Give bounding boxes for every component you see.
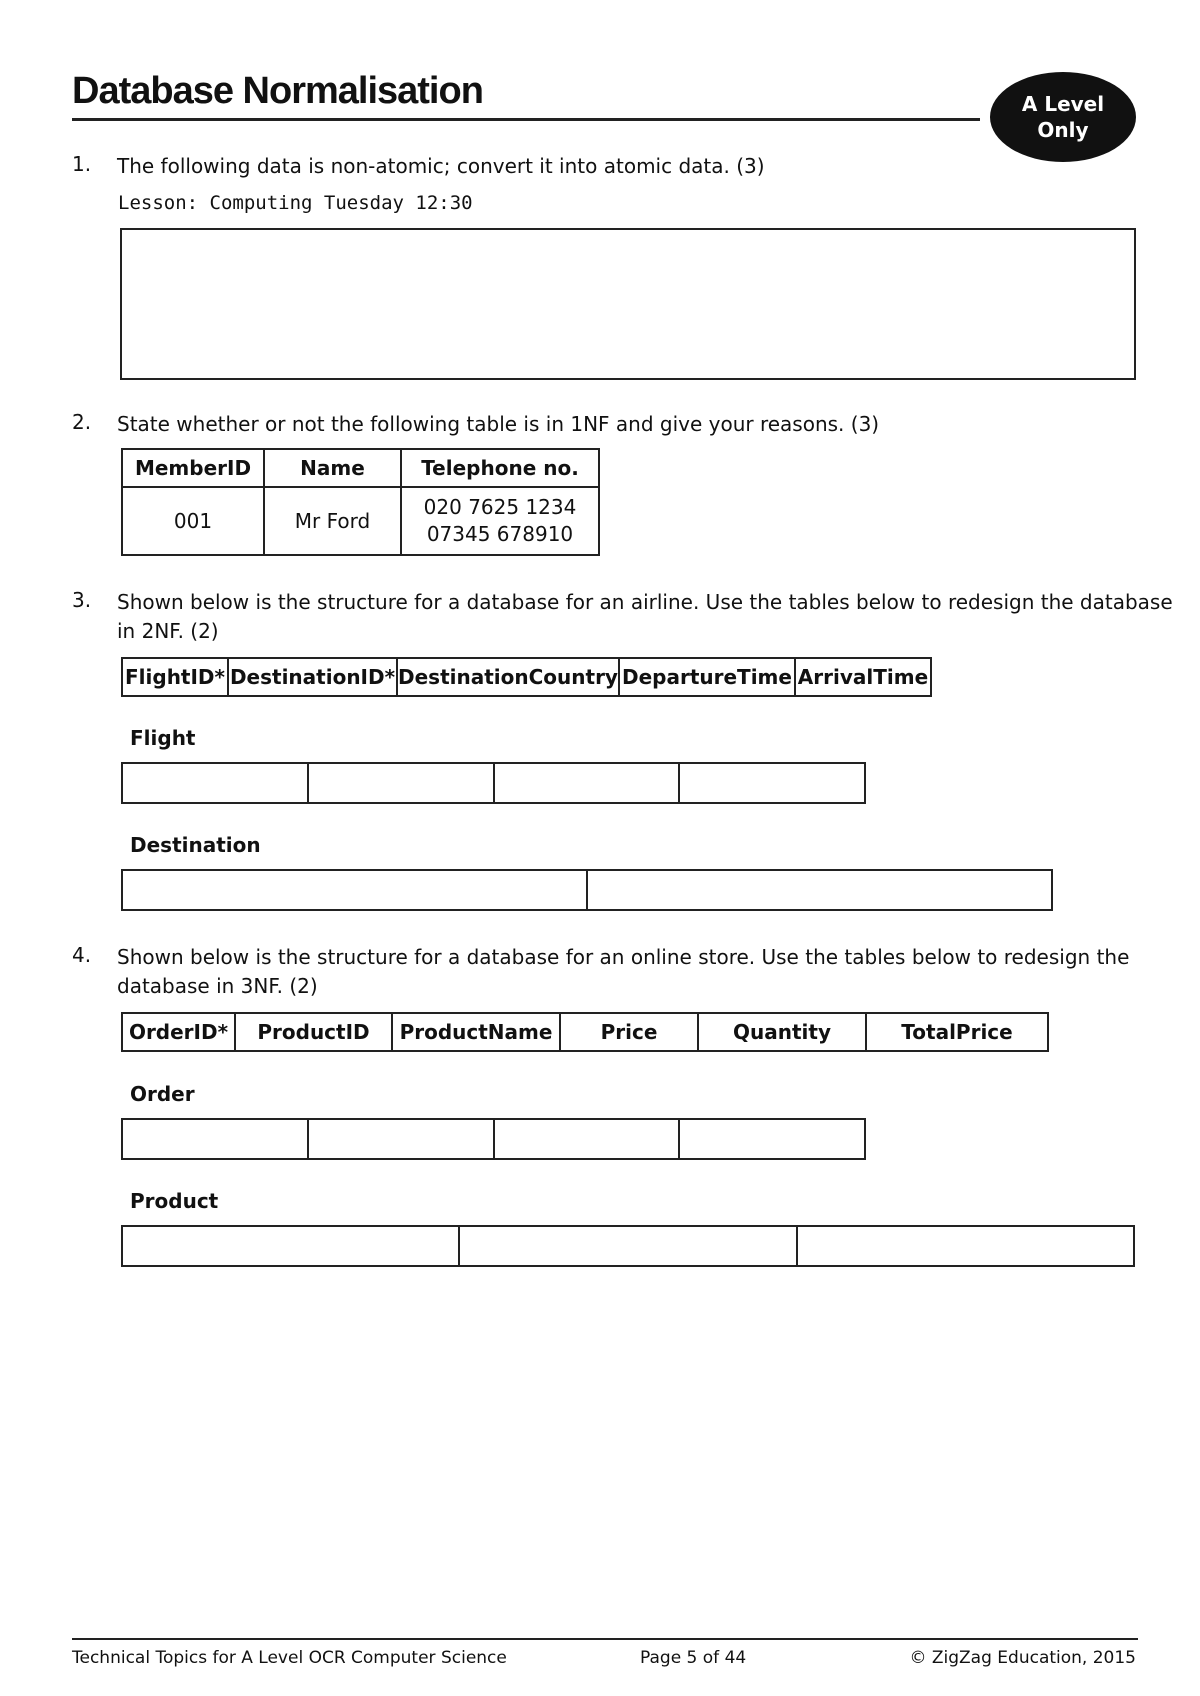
flight-answer-row xyxy=(121,762,866,804)
member-table-header: MemberID xyxy=(122,449,264,487)
answer-cell[interactable] xyxy=(309,1120,495,1158)
answer-cell[interactable] xyxy=(680,764,864,802)
answer-cell[interactable] xyxy=(680,1120,864,1158)
question-1-text: The following data is non-atomic; convert it into atomic data. (3) xyxy=(117,154,765,178)
answer-cell[interactable] xyxy=(123,1227,460,1265)
store-field-header: TotalPrice xyxy=(866,1013,1048,1051)
answer-cell[interactable] xyxy=(309,764,495,802)
airline-field-header: DestinationID* xyxy=(228,658,397,696)
store-field-header: ProductID xyxy=(235,1013,392,1051)
badge-line-2: Only xyxy=(1037,118,1089,142)
answer-cell[interactable] xyxy=(495,1120,681,1158)
airline-field-header: ArrivalTime xyxy=(795,658,931,696)
store-field-header: ProductName xyxy=(392,1013,560,1051)
telephone-2: 07345 678910 xyxy=(426,522,574,546)
answer-cell[interactable] xyxy=(123,871,588,909)
question-4-text: Shown below is the structure for a database for an online store. Use the tables below to redesign the database in 3NF. (2) xyxy=(117,945,1130,998)
store-structure-table xyxy=(121,1012,1049,1052)
answer-cell[interactable] xyxy=(798,1227,1133,1265)
member-id-cell: 001 xyxy=(122,487,264,555)
order-answer-row xyxy=(121,1118,866,1160)
question-1-answer-box[interactable] xyxy=(120,228,1136,380)
question-3-number: 3. xyxy=(72,588,92,612)
question-1-number: 1. xyxy=(72,152,92,176)
destination-table-label: Destination xyxy=(130,833,261,857)
page-title: Database Normalisation xyxy=(72,70,483,112)
flight-table-label: Flight xyxy=(130,726,196,750)
telephone-1: 020 7625 1234 xyxy=(423,495,577,519)
answer-cell[interactable] xyxy=(123,1120,309,1158)
question-1-data-line: Lesson: Computing Tuesday 12:30 xyxy=(118,192,473,214)
airline-field-header: DestinationCountry xyxy=(397,658,619,696)
airline-field-header: FlightID* xyxy=(122,658,228,696)
question-4-number: 4. xyxy=(72,943,92,967)
badge-line-1: A Level xyxy=(1021,92,1105,116)
footer-course-title: Technical Topics for A Level OCR Computer Science xyxy=(72,1648,507,1668)
answer-cell[interactable] xyxy=(460,1227,797,1265)
product-table-label: Product xyxy=(130,1189,219,1213)
question-2-number: 2. xyxy=(72,410,92,434)
destination-answer-row xyxy=(121,869,1053,911)
answer-cell[interactable] xyxy=(495,764,681,802)
member-table-header: Name xyxy=(264,449,401,487)
footer-copyright: © ZigZag Education, 2015 xyxy=(909,1648,1136,1668)
question-3-text: Shown below is the structure for a database for an airline. Use the tables below to redesign the database in 2NF. (2) xyxy=(117,590,1173,643)
answer-cell[interactable] xyxy=(123,764,309,802)
order-table-label: Order xyxy=(130,1082,195,1106)
member-table xyxy=(121,448,600,556)
store-field-header: OrderID* xyxy=(122,1013,235,1051)
store-field-header: Price xyxy=(560,1013,698,1051)
footer-divider xyxy=(72,1638,1138,1640)
airline-structure-table xyxy=(121,657,932,697)
member-table-header: Telephone no. xyxy=(401,449,599,487)
store-field-header: Quantity xyxy=(698,1013,866,1051)
answer-cell[interactable] xyxy=(588,871,1051,909)
member-name-cell: Mr Ford xyxy=(264,487,401,555)
telephone-cell xyxy=(401,487,599,555)
a-level-only-badge xyxy=(990,72,1136,162)
product-answer-row xyxy=(121,1225,1135,1267)
title-divider xyxy=(72,118,980,121)
footer-page-number: Page 5 of 44 xyxy=(640,1648,747,1668)
question-2-text: State whether or not the following table is in 1NF and give your reasons. (3) xyxy=(117,412,880,436)
airline-field-header: DepartureTime xyxy=(619,658,795,696)
